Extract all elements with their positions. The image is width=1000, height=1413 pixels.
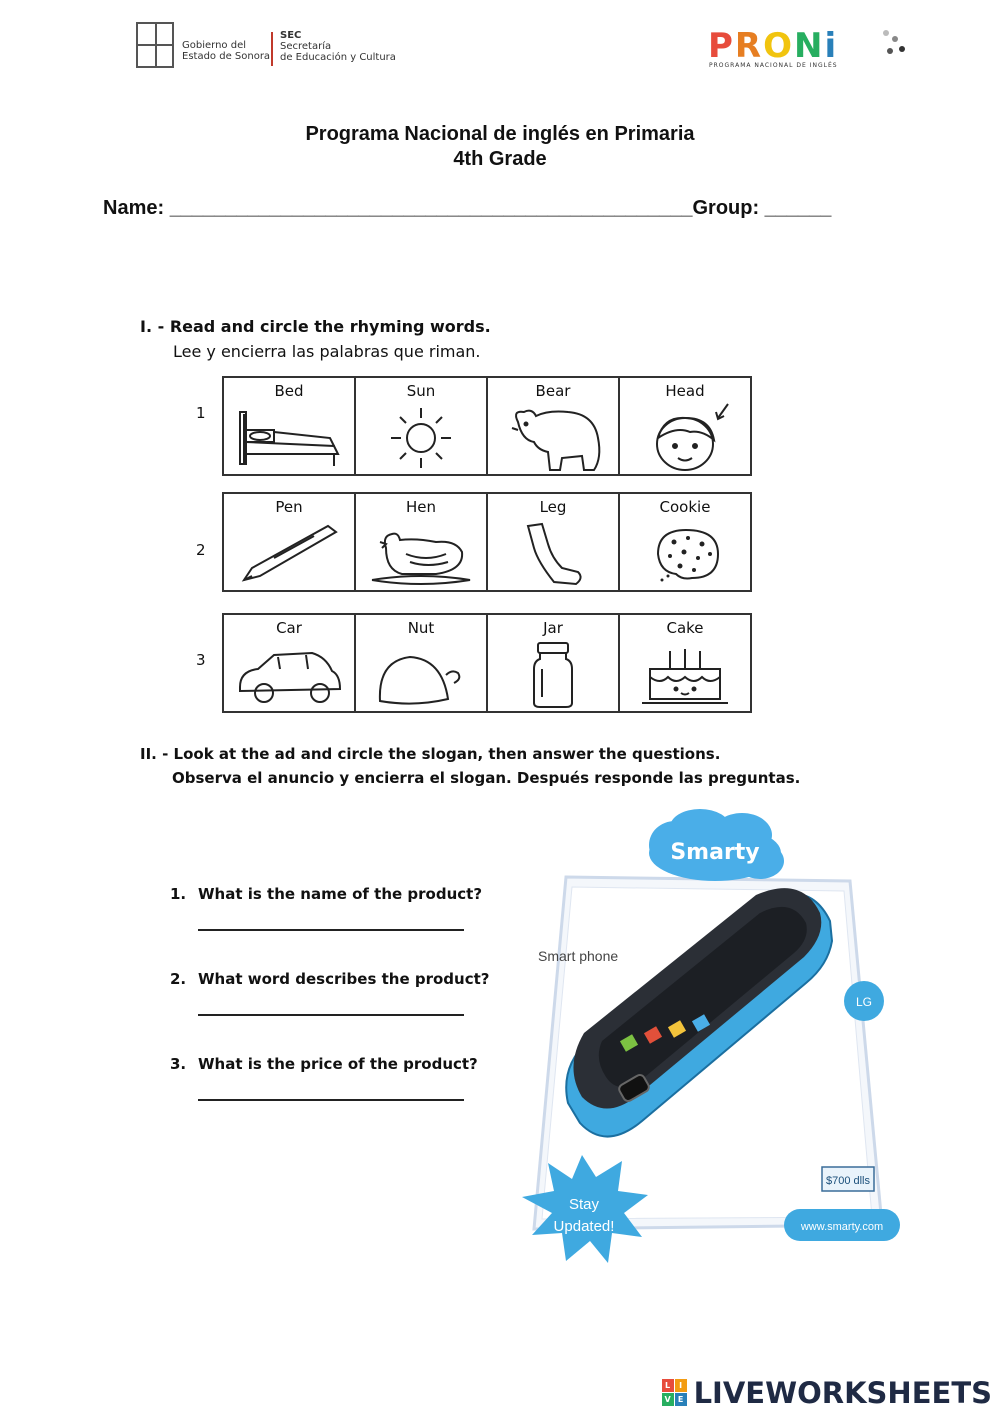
sun-icon xyxy=(366,402,476,472)
header-divider xyxy=(271,32,273,66)
smartphone-ad xyxy=(510,805,910,1275)
sec-acronym: SEC xyxy=(280,30,302,41)
government-logo xyxy=(136,22,406,72)
hen-icon xyxy=(366,518,476,588)
rhyme-row-2 xyxy=(222,492,752,592)
ad-slogan-line-2: Updated! xyxy=(553,1218,615,1235)
badge-letter: I xyxy=(675,1379,687,1392)
badge-letter: V xyxy=(662,1393,674,1406)
cookie-icon xyxy=(630,518,740,588)
sec-text xyxy=(280,30,396,63)
word-label: Cake xyxy=(666,619,704,637)
ad-brand-name: Smarty xyxy=(670,840,760,865)
word-cell-cookie[interactable] xyxy=(620,494,750,590)
cake-icon xyxy=(630,639,740,709)
section-1-instructions xyxy=(140,314,491,364)
word-label: Cookie xyxy=(659,498,711,516)
word-cell-cake[interactable] xyxy=(620,615,750,711)
word-cell-nut[interactable] xyxy=(356,615,488,711)
proni-subtitle: PROGRAMA NACIONAL DE INGLÉS xyxy=(709,62,838,69)
ad-website: www.smarty.com xyxy=(800,1221,884,1233)
question-3 xyxy=(170,1055,478,1073)
word-cell-leg[interactable] xyxy=(488,494,620,590)
title-line-1: Programa Nacional de inglés en Primaria xyxy=(305,123,695,145)
proni-letter: N xyxy=(794,26,825,66)
section-2-instructions xyxy=(140,742,800,790)
section-2-instruction-es: Observa el anuncio y encierra el slogan. Después responde las preguntas. xyxy=(172,769,801,787)
leg-icon xyxy=(498,518,608,588)
answer-line-3[interactable] xyxy=(198,1099,464,1101)
proni-letter: P xyxy=(708,26,735,66)
word-cell-car[interactable] xyxy=(224,615,356,711)
question-number: 2. xyxy=(170,970,187,988)
word-label: Bed xyxy=(274,382,304,400)
bear-icon xyxy=(498,402,608,472)
question-number: 1. xyxy=(170,885,187,903)
proni-logo xyxy=(705,26,915,74)
gov-line-1: Gobierno del xyxy=(182,40,246,51)
name-group-field[interactable]: Name: _______________________________________________Group: ______ xyxy=(103,197,832,219)
word-label: Bear xyxy=(535,382,571,400)
ad-product-label: Smart phone xyxy=(538,948,619,964)
pen-icon xyxy=(234,518,344,588)
question-number: 3. xyxy=(170,1055,187,1073)
word-cell-pen[interactable] xyxy=(224,494,356,590)
sec-line-2: Secretaría xyxy=(280,41,332,52)
ad-maker: LG xyxy=(855,995,873,1009)
badge-letter: E xyxy=(675,1393,687,1406)
answer-line-2[interactable] xyxy=(198,1014,464,1016)
row-number: 3 xyxy=(196,651,206,669)
word-label: Sun xyxy=(406,382,436,400)
question-text: What word describes the product? xyxy=(198,970,490,988)
jar-icon xyxy=(498,639,608,709)
word-label: Jar xyxy=(543,619,563,637)
car-icon xyxy=(234,639,344,709)
proni-letter: O xyxy=(763,26,795,66)
rhyme-row-3 xyxy=(222,613,752,713)
word-label: Nut xyxy=(407,619,435,637)
proni-dots-icon xyxy=(883,30,913,58)
word-label: Head xyxy=(665,382,705,400)
head-icon xyxy=(630,402,740,472)
question-text: What is the price of the product? xyxy=(198,1055,478,1073)
word-cell-jar[interactable] xyxy=(488,615,620,711)
question-2 xyxy=(170,970,489,988)
word-label: Leg xyxy=(539,498,567,516)
word-label: Car xyxy=(276,619,302,637)
word-cell-bear[interactable] xyxy=(488,378,620,474)
title-line-2: 4th Grade xyxy=(453,148,547,170)
answer-line-1[interactable] xyxy=(198,929,464,931)
section-1-instruction-en: I. - Read and circle the rhyming words. xyxy=(140,317,491,336)
page-title xyxy=(0,122,1000,172)
nut-icon xyxy=(366,639,476,709)
word-cell-head[interactable] xyxy=(620,378,750,474)
row-number: 2 xyxy=(196,541,206,559)
rhyme-row-1 xyxy=(222,376,752,476)
sec-line-3: de Educación y Cultura xyxy=(280,52,396,63)
badge-letter: L xyxy=(662,1379,674,1392)
question-text: What is the name of the product? xyxy=(198,885,483,903)
word-label: Hen xyxy=(405,498,436,516)
liveworksheets-badge-icon xyxy=(662,1379,688,1407)
question-1 xyxy=(170,885,482,903)
section-2-instruction-en: II. - Look at the ad and circle the slogan, then answer the questions. xyxy=(140,745,721,763)
section-1-instruction-es: Lee y encierra las palabras que riman. xyxy=(173,342,481,361)
word-cell-bed[interactable] xyxy=(224,378,356,474)
gov-line-2: Estado de Sonora xyxy=(182,51,271,62)
proni-letter: R xyxy=(734,26,764,66)
ad-price: $700 dlls xyxy=(825,1175,871,1187)
liveworksheets-logo xyxy=(664,1376,992,1410)
word-label: Pen xyxy=(275,498,303,516)
bed-icon xyxy=(234,402,344,472)
proni-letter: i xyxy=(824,26,839,66)
proni-wordmark xyxy=(708,26,838,66)
row-number: 1 xyxy=(196,404,206,422)
word-cell-hen[interactable] xyxy=(356,494,488,590)
sonora-shield-icon xyxy=(136,22,174,68)
gov-text xyxy=(182,40,270,62)
word-cell-sun[interactable] xyxy=(356,378,488,474)
ad-slogan-line-1: Stay xyxy=(568,1196,600,1213)
liveworksheets-wordmark: LIVEWORKSHEETS xyxy=(693,1376,992,1410)
